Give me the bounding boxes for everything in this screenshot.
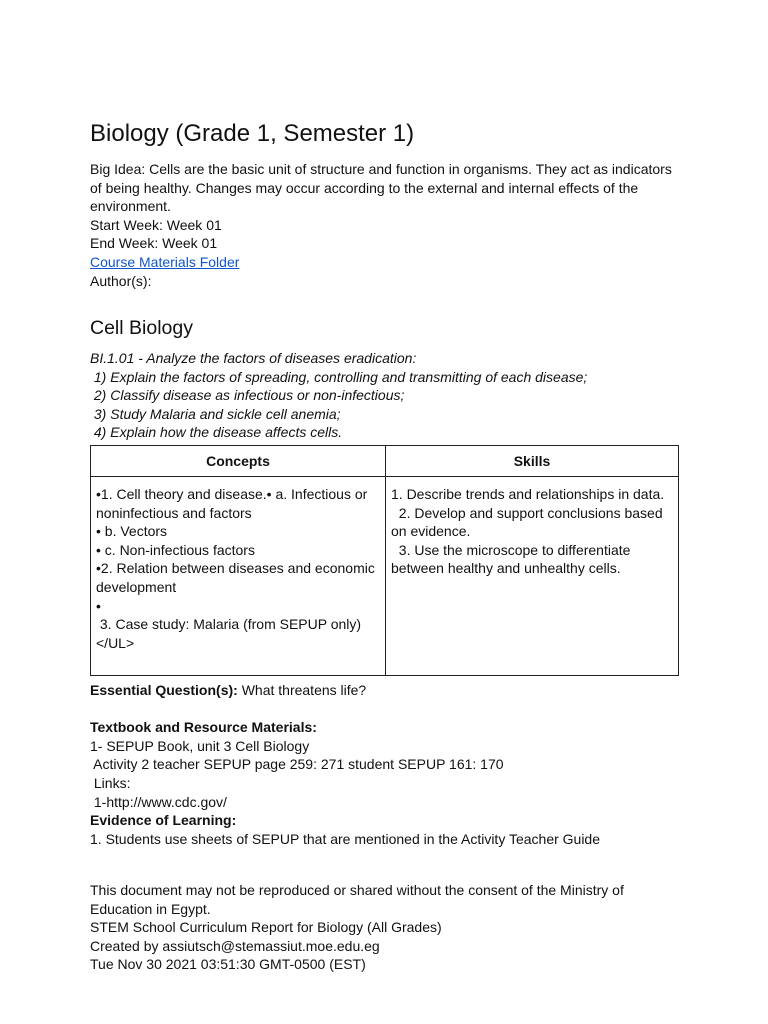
objective-item: 3) Study Malaria and sickle cell anemia; <box>90 405 341 422</box>
concepts-header: Concepts <box>91 446 386 477</box>
big-idea-block <box>90 160 680 290</box>
authors: Author(s): <box>90 272 152 289</box>
concepts-cell <box>91 477 386 676</box>
page-title: Biology (Grade 1, Semester 1) <box>90 120 415 147</box>
textbook-line: Links: <box>90 774 131 791</box>
objectives-list <box>90 349 587 442</box>
skill-item: 2. Develop and support conclusions based on evidence. <box>391 504 667 540</box>
concept-item: • c. Non-infectious factors <box>96 541 255 558</box>
concept-item: •2. Relation between diseases and economic development <box>96 560 375 595</box>
textbook-line: 1-http://www.cdc.gov/ <box>90 793 227 810</box>
concept-item: 3. Case study: Malaria (from SEPUP only)</UL> <box>96 616 362 651</box>
objective-item: 4) Explain how the disease affects cells. <box>90 424 343 441</box>
essential-question <box>90 681 690 700</box>
concept-item: •1. Cell theory and disease.• a. Infectious or noninfectious and factors <box>96 486 368 521</box>
footer-line: This document may not be reproduced or shared without the consent of the Ministry of Education in Egypt. <box>90 882 624 917</box>
skill-item: 3. Use the microscope to differentiate between healthy and unhealthy cells. <box>391 541 635 577</box>
textbook-line: 1- SEPUP Book, unit 3 Cell Biology <box>90 737 310 754</box>
footer-line: Created by assiutsch@stemassiut.moe.edu.eg <box>90 937 380 954</box>
textbook-line: Activity 2 teacher SEPUP page 259: 271 student SEPUP 161: 170 <box>90 756 504 773</box>
big-idea-text: Big Idea: Cells are the basic unit of structure and function in organisms. They act as indicators of being healthy. Changes may occur according to the external and internal effects of the environment. <box>90 161 672 215</box>
essential-question-value: What threatens life? <box>237 682 367 698</box>
essential-question-label: Essential Question(s): <box>90 682 238 698</box>
concept-item: • <box>96 597 101 614</box>
evidence-line: 1. Students use sheets of SEPUP that are mentioned in the Activity Teacher Guide <box>90 830 601 847</box>
table-header-row <box>91 446 679 477</box>
footer-notice <box>90 881 650 974</box>
evidence-label: Evidence of Learning: <box>90 812 237 829</box>
concept-item: • b. Vectors <box>96 523 168 540</box>
skills-cell <box>386 477 679 676</box>
start-week: Start Week: Week 01 <box>90 216 222 233</box>
footer-line: Tue Nov 30 2021 03:51:30 GMT-0500 (EST) <box>90 956 366 973</box>
end-week: End Week: Week 01 <box>90 235 218 252</box>
objective-item: BI.1.01 - Analyze the factors of diseases eradication: <box>90 350 417 366</box>
textbook-label: Textbook and Resource Materials: <box>90 719 317 736</box>
skill-item: 1. Describe trends and relationships in data. <box>391 486 665 502</box>
objective-item: 1) Explain the factors of spreading, controlling and transmitting of each disease; <box>90 368 588 385</box>
table-row <box>91 477 679 676</box>
objective-item: 2) Classify disease as infectious or non-infectious; <box>90 387 405 404</box>
skills-header: Skills <box>386 446 679 477</box>
course-materials-link[interactable]: Course Materials Folder <box>90 253 240 270</box>
footer-line: STEM School Curriculum Report for Biology (All Grades) <box>90 919 442 936</box>
resources-block <box>90 681 690 848</box>
section-heading: Cell Biology <box>90 317 193 339</box>
concepts-skills-table <box>90 445 679 676</box>
